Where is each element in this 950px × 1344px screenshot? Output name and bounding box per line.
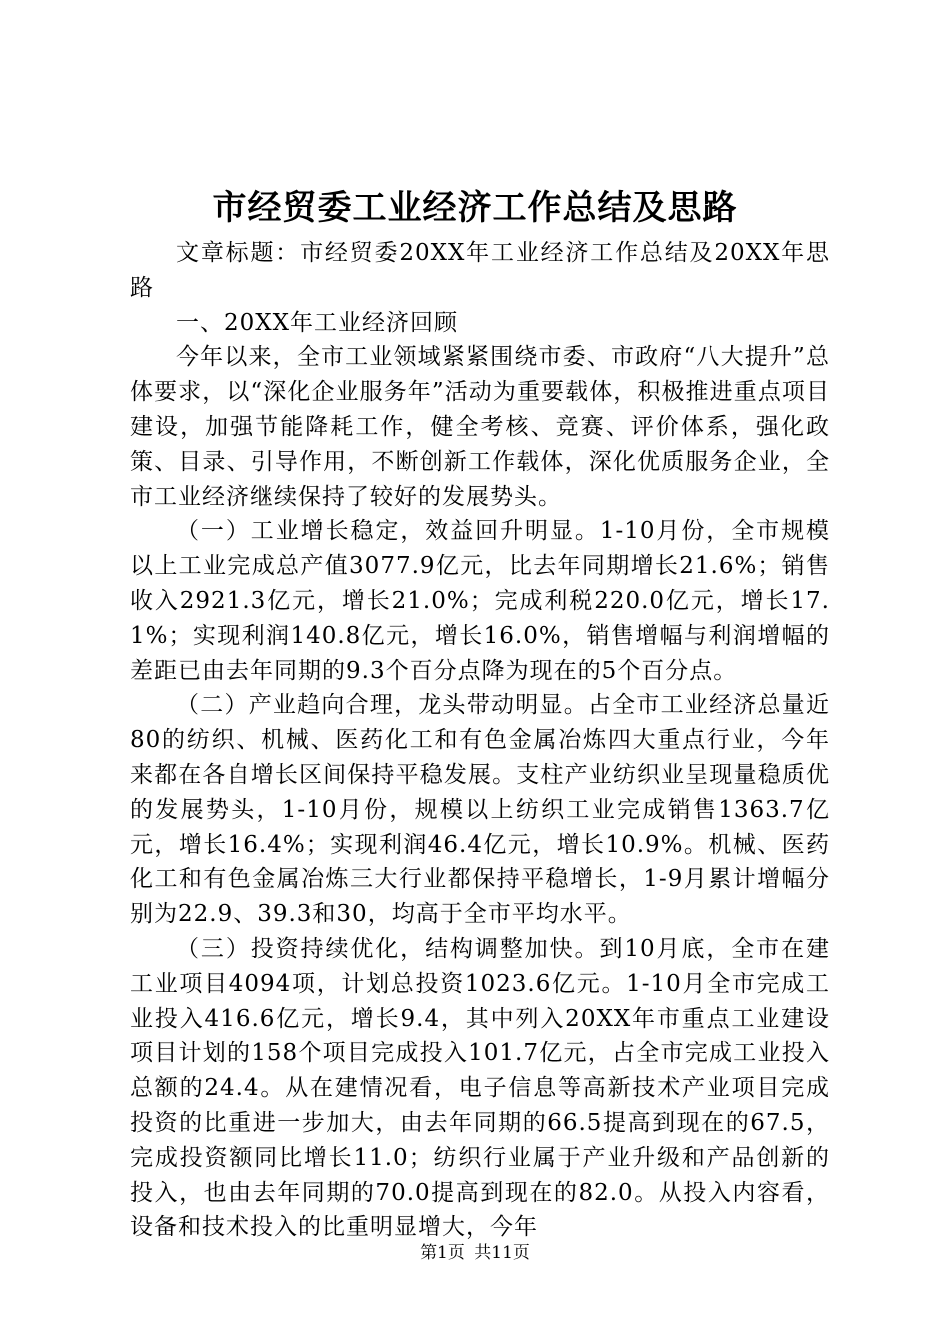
document-body — [130, 236, 830, 1245]
paragraph-investment: （三）投资持续优化，结构调整加快。到10月底，全市在建工业项目4094项，计划总投资1023.6亿元。1-10月全市完成工业投入416.6亿元，增长9.4，其中列入20XX年市重点工业建设项目计划的158个项目完成投入101.7亿元，占全市完成工业投入总额的24.4。从在建情况看，电子信息等高新技术产业项目完成投资的比重进一步加大，由去年同期的66.5提高到现在的67.5，完成投资额同比增长11.0；纺织行业属于产业升级和产品创新的投入，也由去年同期的70.0提高到现在的82.0。从投入内容看，设备和技术投入的比重明显增大，今年 — [130, 935, 830, 1241]
page-footer — [0, 1241, 950, 1265]
page-total: 共11页 — [474, 1243, 530, 1263]
paragraph-article-title: 文章标题：市经贸委20XX年工业经济工作总结及20XX年思路 — [130, 240, 830, 301]
paragraph-industry-structure: （二）产业趋向合理，龙头带动明显。占全市工业经济总量近80的纺织、机械、医药化工和有色金属冶炼四大重点行业，今年来都在各自增长区间保持平稳发展。支柱产业纺织业呈现量稳质优的发展势头，1-10月份，规模以上纺织工业完成销售1363.7亿元，增长16.4%；实现利润46.4亿元，增长10.9%。机械、医药化工和有色金属冶炼三大行业都保持平稳增长，1-9月累计增幅分别为22.9、39.3和30，均高于全市平均水平。 — [130, 692, 830, 928]
document-title: 市经贸委工业经济工作总结及思路 — [212, 188, 738, 228]
paragraph-industry-growth: （一）工业增长稳定，效益回升明显。1-10月份，全市规模以上工业完成总产值3077.9亿元，比去年同期增长21.6%；销售收入2921.3亿元，增长21.0%；完成利税220.0亿元，增长17.1%；实现利润140.8亿元，增长16.0%，销售增幅与利润增幅的差距已由去年同期的9.3个百分点降为现在的5个百分点。 — [130, 518, 830, 684]
page-number: 第1页 — [420, 1243, 465, 1263]
paragraph-overview: 今年以来，全市工业领域紧紧围绕市委、市政府“八大提升”总体要求，以“深化企业服务年”活动为重要载体，积极推进重点项目建设，加强节能降耗工作，健全考核、竞赛、评价体系，强化政策、目录、引导作用，不断创新工作载体，深化优质服务企业，全市工业经济继续保持了较好的发展势头。 — [130, 344, 830, 510]
paragraph-section-heading: 一、20XX年工业经济回顾 — [176, 309, 459, 336]
